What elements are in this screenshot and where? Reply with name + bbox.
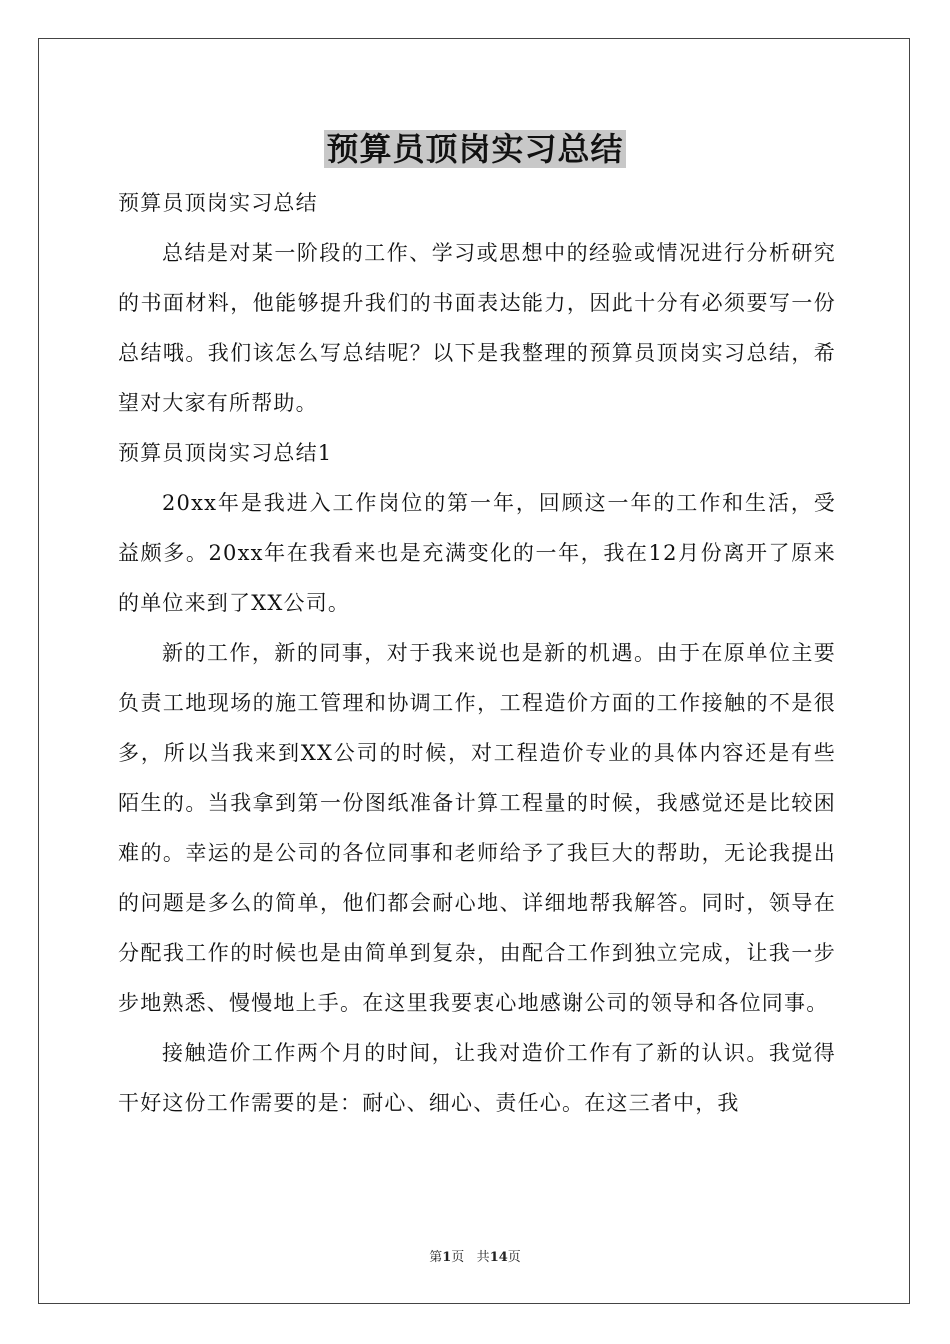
document-body <box>118 178 836 1128</box>
footer-page-prefix: 第 <box>429 1250 443 1265</box>
body-paragraph: 20xx年是我进入工作岗位的第一年，回顾这一年的工作和生活，受益颇多。20xx年在我看来也是充满变化的一年，我在12月份离开了原来的单位来到了XX公司。 <box>118 491 836 615</box>
footer-page-suffix: 页 <box>451 1250 465 1265</box>
document-title <box>0 126 950 172</box>
section-heading: 预算员顶岗实习总结1 <box>118 441 333 465</box>
page-footer <box>0 1246 950 1265</box>
footer-total-prefix: 共 <box>476 1250 490 1265</box>
document-title-text: 预算员顶岗实习总结 <box>326 130 624 168</box>
footer-total-pages: 14 <box>489 1250 508 1265</box>
body-paragraph: 接触造价工作两个月的时间，让我对造价工作有了新的认识。我觉得干好这份工作需要的是：耐心、细心、责任心。在这三者中，我 <box>118 1041 836 1115</box>
intro-paragraph: 总结是对某一阶段的工作、学习或思想中的经验或情况进行分析研究的书面材料，他能够提升我们的书面表达能力，因此十分有必须要写一份总结哦。我们该怎么写总结呢？以下是我整理的预算员顶岗实习总结，希望对大家有所帮助。 <box>118 241 836 415</box>
subtitle-line: 预算员顶岗实习总结 <box>118 191 318 215</box>
body-paragraph: 新的工作，新的同事，对于我来说也是新的机遇。由于在原单位主要负责工地现场的施工管理和协调工作，工程造价方面的工作接触的不是很多，所以当我来到XX公司的时候，对工程造价专业的具体内容还是有些陌生的。当我拿到第一份图纸准备计算工程量的时候，我感觉还是比较困难的。幸运的是公司的各位同事和老师给予了我巨大的帮助，无论我提出的问题是多么的简单，他们都会耐心地、详细地帮我解答。同时，领导在分配我工作的时候也是由简单到复杂，由配合工作到独立完成，让我一步步地熟悉、慢慢地上手。在这里我要衷心地感谢公司的领导和各位同事。 <box>118 641 836 1015</box>
footer-page-number: 1 <box>442 1250 452 1265</box>
footer-total-suffix: 页 <box>507 1250 521 1265</box>
